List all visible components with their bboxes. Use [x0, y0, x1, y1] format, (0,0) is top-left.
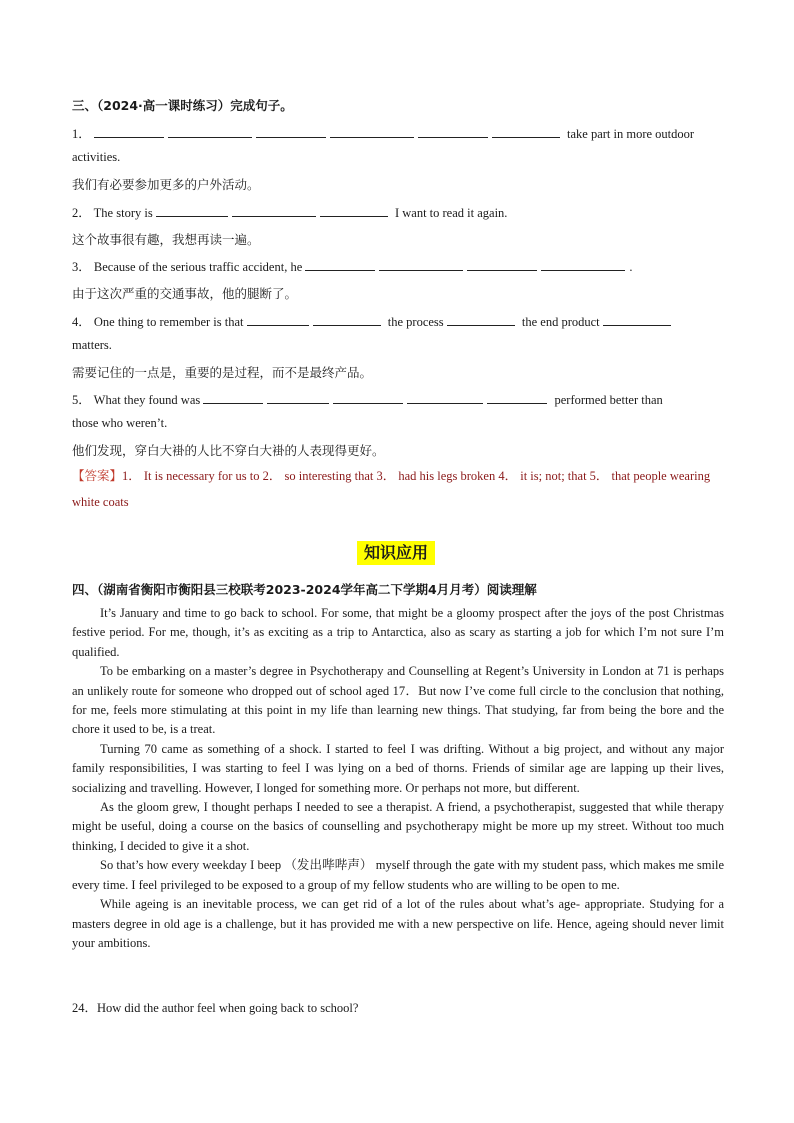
item-4-text: One thing to remember is that [93, 315, 244, 329]
item-3-text: Because of the serious traffic accident, he [93, 260, 303, 274]
passage-paragraph: It’s January and time to go back to school. For some, that might be a gloomy prospect after the joys of the post Christmas festive period. For me, though, it’s as exciting as a trip to Antarctica, also as scary as starting a job for which I’m not sure I’m qualified. [72, 606, 724, 659]
passage-paragraph: As the gloom grew, I thought perhaps I needed to see a therapist. A friend, a psychotherapist, suggested that while therapy might be useful, doing a course on the basics of counselling and psychotherapy might be more up my street. Without too much thinking, I decided to give it a shot. [72, 800, 724, 853]
item-1-continuation: activities. [72, 150, 121, 164]
blank[interactable] [320, 205, 388, 217]
item-2-text: The story is [93, 206, 153, 220]
item-4-number: 4． [72, 315, 91, 329]
question-24: 24．How did the author feel when going back to school? [72, 1001, 359, 1015]
blank[interactable] [203, 392, 263, 404]
passage-paragraph: Turning 70 came as something of a shock. I started to feel I was drifting. Without a big project, and without any major family responsibilities, I was starting to feel I was lying on a bed of thorns. Friends of similar age are lapping up their lives, socializing and travelling. However, I longed for something more. Or perhaps not more, but different. [72, 741, 724, 795]
blank[interactable] [94, 126, 164, 138]
item-4-continuation: matters. [72, 338, 112, 352]
answer-tag: 【答案】 [72, 468, 123, 483]
item-2-line [72, 203, 507, 221]
blank[interactable] [333, 392, 403, 404]
blank[interactable] [232, 205, 316, 217]
item-5-text: What they found was [93, 393, 201, 407]
item-3-tail: . [629, 260, 633, 274]
blank[interactable] [487, 392, 547, 404]
blank[interactable] [467, 259, 537, 271]
blank[interactable] [168, 126, 252, 138]
blank[interactable] [267, 392, 329, 404]
item-2-number: 2． [72, 206, 91, 220]
blank[interactable] [541, 259, 625, 271]
item-4-chinese: 需要记住的一点是，重要的是过程，而不是最终产品。 [72, 365, 373, 380]
blank[interactable] [313, 314, 381, 326]
section-3-title: 三、（2024·高一课时练习）完成句子。 [72, 98, 293, 113]
blank[interactable] [447, 314, 515, 326]
blank[interactable] [256, 126, 326, 138]
blank[interactable] [156, 205, 228, 217]
passage-paragraph: While ageing is an inevitable process, we can get rid of a lot of the rules about what’s age- appropriate. Studying for a masters degree in old age is a challenge, but it has provided me with a new perspective on life. Hence, ageing should never limit your ambitions. [72, 897, 724, 950]
item-5-line [72, 390, 663, 408]
item-5-number: 5． [72, 393, 91, 407]
item-3-chinese: 由于这次严重的交通事故，他的腿断了。 [72, 286, 298, 301]
passage-paragraph: To be embarking on a master’s degree in Psychotherapy and Counselling at Regent’s University in London at 71 is perhaps an unlikely route for someone who dropped out of school aged 17．But now I’ve come full circle to the conclusion that nothing, for me, feels more stimulating at this point in my life than learning new things. That studying, far from being the bore and the chore it used to be, is a treat. [72, 664, 724, 737]
item-1-chinese: 我们有必要参加更多的户外活动。 [72, 177, 260, 192]
blank[interactable] [330, 126, 414, 138]
blank[interactable] [492, 126, 560, 138]
blank[interactable] [407, 392, 483, 404]
item-1-number: 1． [72, 127, 91, 141]
item-4-line [72, 312, 675, 330]
item-2-chinese: 这个故事很有趣，我想再读一遍。 [72, 232, 260, 247]
item-3-line [72, 257, 633, 275]
item-4-mid1: the process [387, 315, 444, 329]
answer-text: 1． It is necessary for us to 2． so interesting that 3． had his legs broken 4． it is; not; that 5． that people wearing white coats [72, 469, 711, 509]
passage-paragraph: So that’s how every weekday I beep （发出哔哔声） myself through the gate with my student pass, which makes me smile every time. I feel privileged to be exposed to a group of my fellow students who are willing to be open to me. [72, 858, 724, 892]
blank[interactable] [305, 259, 375, 271]
item-1-text: take part in more outdoor [567, 127, 695, 141]
item-2-tail: I want to read it again. [394, 206, 508, 220]
blank[interactable] [247, 314, 309, 326]
blank[interactable] [418, 126, 488, 138]
item-5-chinese: 他们发现，穿白大褂的人比不穿白大褂的人表现得更好。 [72, 443, 385, 458]
blank[interactable] [379, 259, 463, 271]
blank[interactable] [603, 314, 671, 326]
reading-passage [72, 604, 724, 953]
item-4-mid2: the end product [521, 315, 600, 329]
section-4-title: 四、（湖南省衡阳市衡阳县三校联考2023-2024学年高二下学期4月月考）阅读理解 [72, 582, 537, 597]
item-1-line [72, 124, 694, 142]
answer-block [72, 463, 732, 515]
item-3-number: 3． [72, 260, 91, 274]
item-5-continuation: those who weren’t. [72, 416, 168, 430]
item-5-tail: performed better than [554, 393, 663, 407]
section-banner: 知识应用 [357, 541, 435, 565]
